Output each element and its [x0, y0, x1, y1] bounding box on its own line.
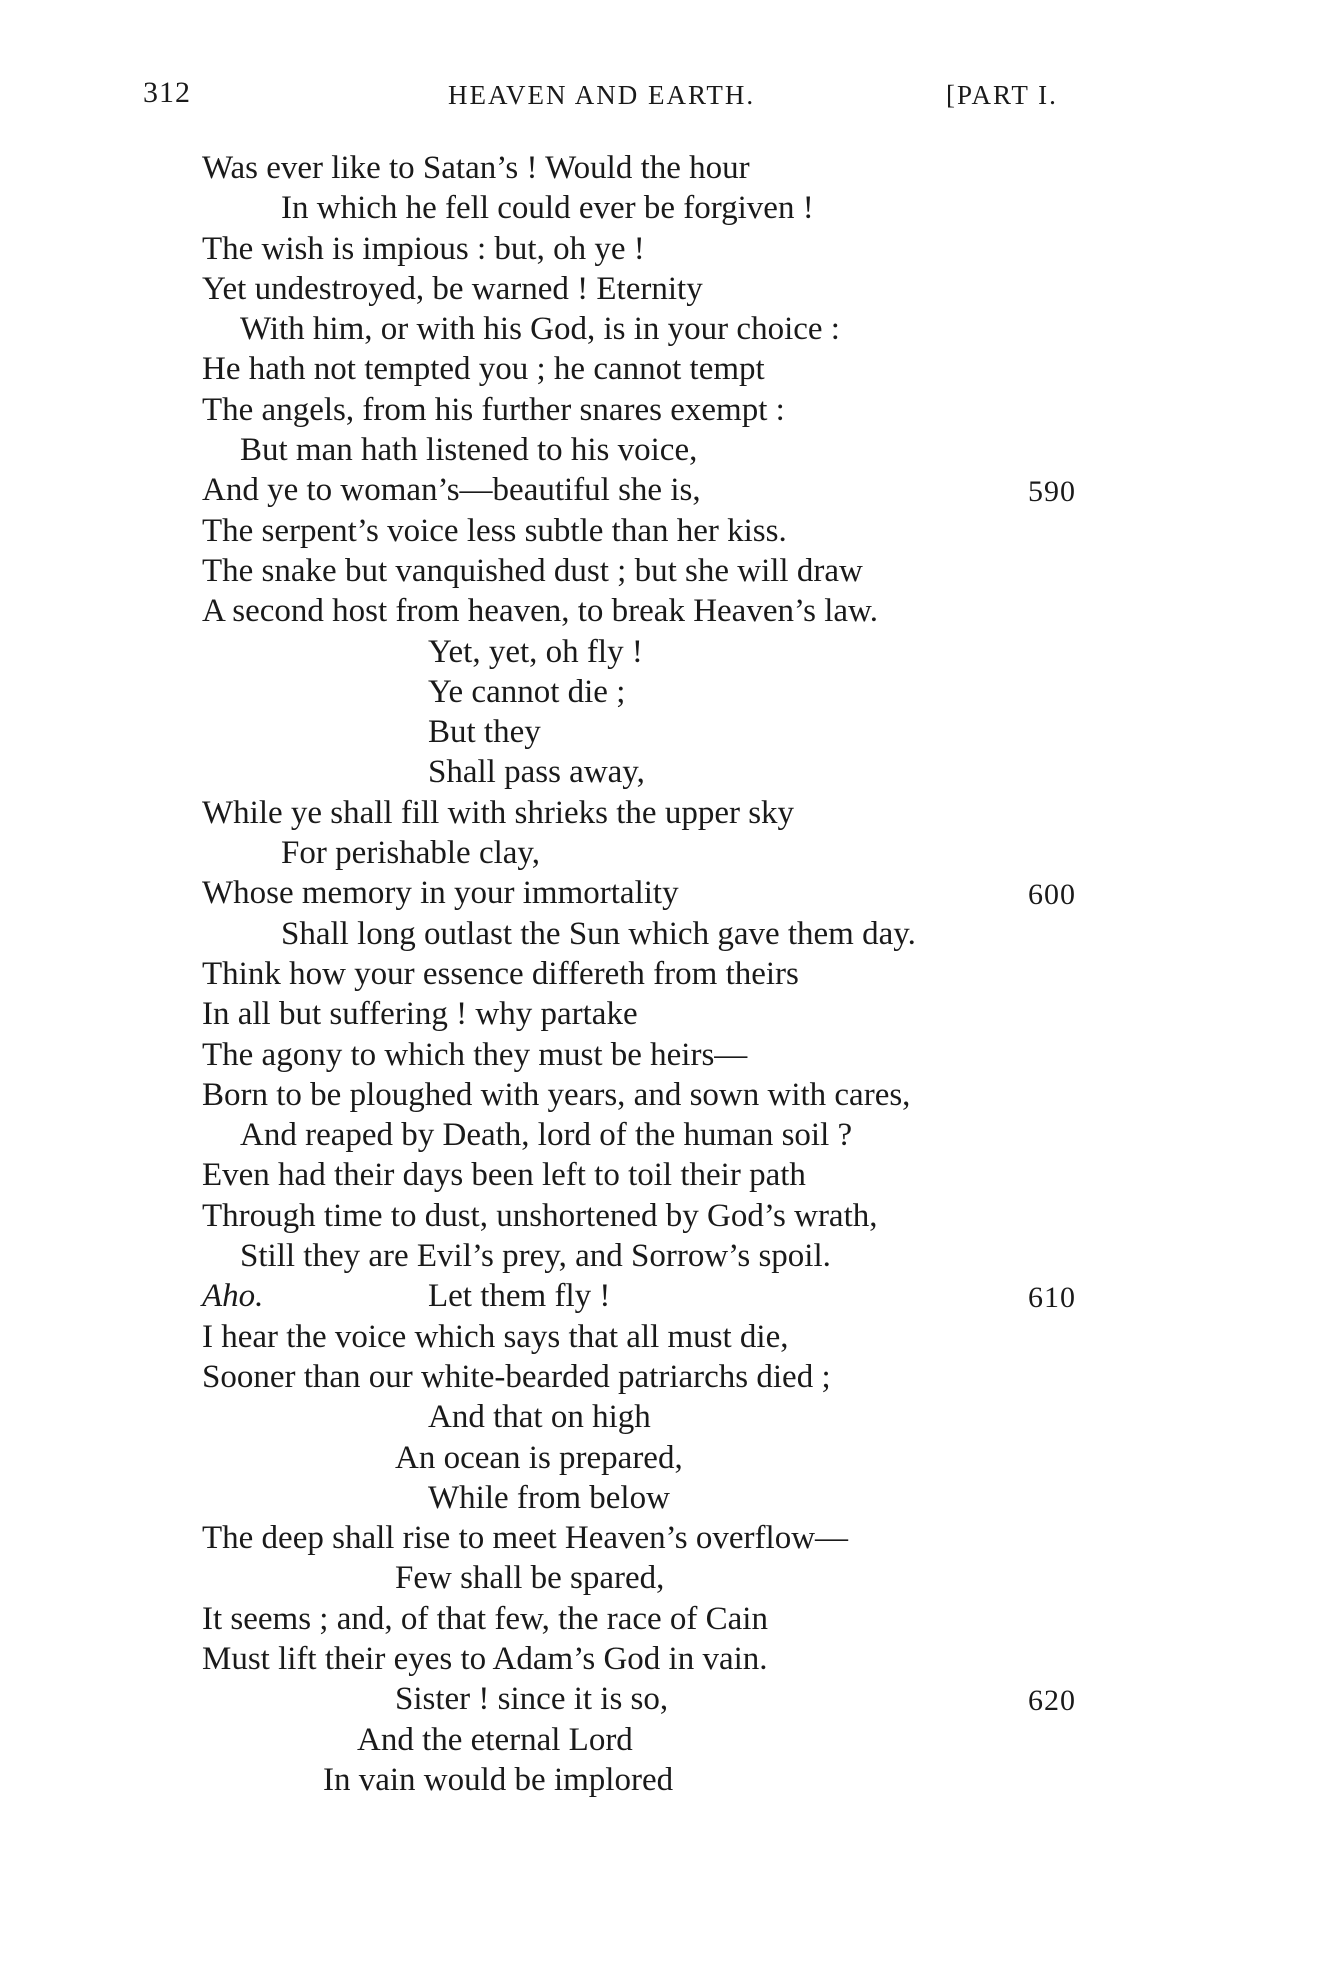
verse-line	[0, 1317, 1318, 1357]
verse-text: It seems ; and, of that few, the race of Cain	[202, 1600, 768, 1637]
verse-text: In vain would be implored	[323, 1761, 674, 1798]
verse-text: While ye shall fill with shrieks the upper sky	[202, 794, 795, 831]
verse-line	[0, 511, 1318, 551]
verse-text: Must lift their eyes to Adam’s God in vain.	[202, 1640, 768, 1677]
verse-text: But they	[428, 714, 541, 751]
verse-text: Born to be ploughed with years, and sown with cares,	[202, 1076, 911, 1113]
verse-text: Yet undestroyed, be warned ! Eternity	[202, 270, 703, 307]
line-number: 620	[1028, 1684, 1076, 1718]
verse-text: Few shall be spared,	[395, 1560, 665, 1597]
running-header	[0, 76, 1318, 116]
verse-text: While from below	[428, 1479, 670, 1516]
verse-line	[0, 1720, 1318, 1760]
verse-text: I hear the voice which says that all must die,	[202, 1318, 789, 1355]
verse-line	[0, 1639, 1318, 1679]
verse-line	[0, 1357, 1318, 1397]
verse-text: Sooner than our white-bearded patriarchs died ;	[202, 1358, 831, 1395]
verse-line	[0, 752, 1318, 792]
verse-line	[0, 833, 1318, 873]
verse-line	[0, 1438, 1318, 1478]
verse-line	[0, 1236, 1318, 1276]
verse-line	[0, 470, 1318, 510]
verse-line	[0, 1035, 1318, 1075]
verse-text: With him, or with his God, is in your choice :	[240, 311, 840, 348]
speaker-name: Aho.	[202, 1278, 264, 1315]
verse-text: Shall pass away,	[428, 754, 645, 791]
verse-line	[0, 148, 1318, 188]
running-title: HEAVEN AND EARTH.	[448, 80, 756, 110]
verse-text: An ocean is prepared,	[395, 1439, 683, 1476]
verse-text: Think how your essence differeth from theirs	[202, 955, 799, 992]
verse-text: A second host from heaven, to break Heaven’s law.	[202, 593, 878, 630]
verse-line	[0, 188, 1318, 228]
verse-line	[0, 994, 1318, 1034]
page-number: 312	[143, 76, 191, 109]
verse-line	[0, 1115, 1318, 1155]
verse-text: And the eternal Lord	[357, 1721, 633, 1758]
verse-text: The serpent’s voice less subtle than her kiss.	[202, 512, 787, 549]
verse-text: Even had their days been left to toil their path	[202, 1157, 806, 1194]
verse-text: Shall long outlast the Sun which gave them day.	[281, 915, 916, 952]
verse-line	[0, 1599, 1318, 1639]
verse-text: The angels, from his further snares exempt :	[202, 391, 785, 428]
line-number: 600	[1028, 878, 1076, 912]
verse-text: Still they are Evil’s prey, and Sorrow’s spoil.	[240, 1238, 831, 1275]
verse-line	[0, 1558, 1318, 1598]
verse-text: Through time to dust, unshortened by God’s wrath,	[202, 1197, 878, 1234]
verse-text: Let them fly !	[428, 1278, 611, 1315]
verse-line	[0, 1518, 1318, 1558]
line-number: 610	[1028, 1281, 1076, 1315]
verse-line	[0, 1760, 1318, 1800]
verse-line	[0, 349, 1318, 389]
verse-line	[0, 793, 1318, 833]
verse-text: Sister ! since it is so,	[395, 1681, 669, 1718]
verse-line	[0, 873, 1318, 913]
verse-line	[0, 1478, 1318, 1518]
verse-text: The deep shall rise to meet Heaven’s overflow—	[202, 1520, 849, 1557]
verse-text: And ye to woman’s—beautiful she is,	[202, 472, 701, 509]
verse-text: He hath not tempted you ; he cannot tempt	[202, 351, 765, 388]
verse-line	[0, 1397, 1318, 1437]
poem-body	[0, 148, 1318, 1800]
verse-line	[0, 591, 1318, 631]
verse-text: In which he fell could ever be forgiven !	[281, 190, 814, 227]
part-label: [PART I.	[946, 80, 1058, 110]
verse-line	[0, 390, 1318, 430]
verse-line	[0, 1155, 1318, 1195]
verse-line	[0, 672, 1318, 712]
line-number: 590	[1028, 475, 1076, 509]
verse-line	[0, 914, 1318, 954]
verse-text: Yet, yet, oh fly !	[428, 633, 643, 670]
verse-line	[0, 1679, 1318, 1719]
verse-text: Was ever like to Satan’s ! Would the hour	[202, 150, 750, 186]
verse-text: The agony to which they must be heirs—	[202, 1036, 748, 1073]
verse-line	[0, 1075, 1318, 1115]
verse-line	[0, 712, 1318, 752]
verse-line	[0, 954, 1318, 994]
verse-line	[0, 632, 1318, 672]
verse-line	[0, 430, 1318, 470]
verse-line	[0, 229, 1318, 269]
verse-line	[0, 269, 1318, 309]
verse-line	[0, 1196, 1318, 1236]
verse-text: For perishable clay,	[281, 835, 541, 872]
verse-text: But man hath listened to his voice,	[240, 432, 698, 469]
verse-text: In all but suffering ! why partake	[202, 996, 638, 1033]
verse-text: Ye cannot die ;	[428, 673, 626, 710]
verse-line	[0, 551, 1318, 591]
verse-text: And reaped by Death, lord of the human soil ?	[240, 1117, 853, 1154]
verse-text: The wish is impious : but, oh ye !	[202, 230, 645, 267]
verse-text: And that on high	[428, 1399, 651, 1436]
verse-text: Whose memory in your immortality	[202, 875, 679, 912]
verse-text: The snake but vanquished dust ; but she will draw	[202, 552, 863, 589]
verse-line	[0, 1276, 1318, 1316]
verse-line	[0, 309, 1318, 349]
